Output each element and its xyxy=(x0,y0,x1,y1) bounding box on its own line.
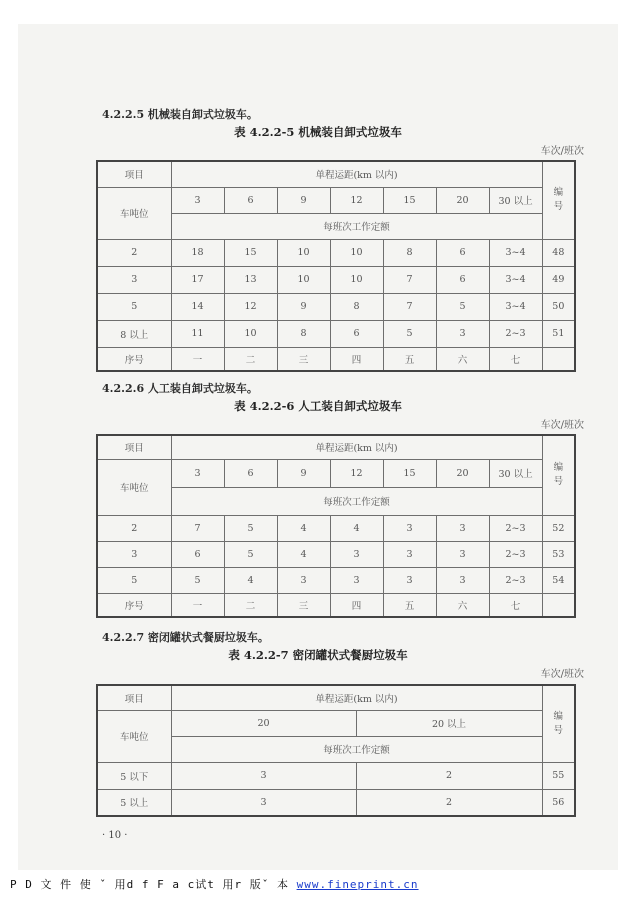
value-cell: 2~3 xyxy=(489,320,542,347)
table-row xyxy=(97,266,575,293)
row-tonnage: 2 xyxy=(97,515,171,541)
distance-cell: 3 xyxy=(171,459,224,487)
value-cell: 5 xyxy=(436,293,489,320)
header-tonnage: 车吨位 xyxy=(97,187,171,239)
seq-cell: 一 xyxy=(171,347,224,371)
table-row xyxy=(97,515,575,541)
header-code: 编号 xyxy=(542,161,575,239)
distance-cell: 15 xyxy=(383,187,436,213)
header-quota: 每班次工作定额 xyxy=(171,487,542,515)
seq-cell: 三 xyxy=(277,347,330,371)
row-code: 54 xyxy=(542,567,575,593)
value-cell: 7 xyxy=(383,293,436,320)
value-cell: 12 xyxy=(224,293,277,320)
value-cell: 18 xyxy=(171,239,224,266)
row-code: 53 xyxy=(542,541,575,567)
value-cell: 10 xyxy=(330,266,383,293)
value-cell: 3 xyxy=(383,541,436,567)
table-unit-note: 车次/班次 xyxy=(540,669,584,680)
row-tonnage: 2 xyxy=(97,239,171,266)
table-row xyxy=(97,789,575,816)
value-cell: 3 xyxy=(383,515,436,541)
value-cell: 17 xyxy=(171,266,224,293)
page-number: · 10 · xyxy=(102,830,128,841)
row-code: 51 xyxy=(542,320,575,347)
row-tonnage: 3 xyxy=(97,541,171,567)
value-cell: 8 xyxy=(277,320,330,347)
row-tonnage: 5 以上 xyxy=(97,789,171,816)
row-code: 52 xyxy=(542,515,575,541)
value-cell: 3~4 xyxy=(489,239,542,266)
seq-cell: 四 xyxy=(330,593,383,617)
table-row xyxy=(97,347,575,371)
row-tonnage: 3 xyxy=(97,266,171,293)
header-distance: 单程运距(km 以内) xyxy=(171,685,542,710)
footer-text: P D 文 件 使 ˇ 用d f F a c试t 用r 版ˇ 本 xyxy=(10,878,289,891)
row-tonnage: 5 xyxy=(97,567,171,593)
seq-cell: 二 xyxy=(224,347,277,371)
value-cell: 5 xyxy=(224,515,277,541)
header-tonnage: 车吨位 xyxy=(97,710,171,762)
table-row xyxy=(97,239,575,266)
value-cell: 15 xyxy=(224,239,277,266)
seq-label: 序号 xyxy=(97,347,171,371)
header-distance: 单程运距(km 以内) xyxy=(171,435,542,459)
value-cell: 10 xyxy=(330,239,383,266)
section-heading-4-2-2-5: 4.2.2.5 机械装自卸式垃圾车。 xyxy=(102,108,258,121)
document-page xyxy=(18,24,618,870)
section-heading-4-2-2-6: 4.2.2.6 人工装自卸式垃圾车。 xyxy=(102,382,258,395)
value-cell: 2 xyxy=(356,789,542,816)
value-cell: 3 xyxy=(383,567,436,593)
value-cell: 6 xyxy=(171,541,224,567)
value-cell: 3 xyxy=(436,567,489,593)
value-cell: 3 xyxy=(330,567,383,593)
value-cell: 2~3 xyxy=(489,515,542,541)
seq-cell: 五 xyxy=(383,593,436,617)
row-code: 48 xyxy=(542,239,575,266)
table-row xyxy=(97,593,575,617)
value-cell: 3~4 xyxy=(489,293,542,320)
distance-cell: 15 xyxy=(383,459,436,487)
pdf-trial-footer xyxy=(10,876,419,892)
distance-cell: 20 xyxy=(171,710,356,736)
seq-cell: 七 xyxy=(489,347,542,371)
value-cell: 6 xyxy=(330,320,383,347)
row-code: 50 xyxy=(542,293,575,320)
value-cell: 4 xyxy=(277,515,330,541)
value-cell: 5 xyxy=(224,541,277,567)
header-item: 项目 xyxy=(97,685,171,710)
value-cell: 3 xyxy=(436,541,489,567)
value-cell: 3 xyxy=(436,515,489,541)
table-4-2-2-5 xyxy=(96,160,576,372)
table-row xyxy=(97,567,575,593)
distance-cell: 9 xyxy=(277,187,330,213)
table-row xyxy=(97,541,575,567)
table-row xyxy=(97,762,575,789)
footer-link[interactable]: www.fineprint.cn xyxy=(296,878,419,891)
value-cell: 3 xyxy=(436,320,489,347)
value-cell: 4 xyxy=(330,515,383,541)
distance-cell: 20 以上 xyxy=(356,710,542,736)
value-cell: 2~3 xyxy=(489,541,542,567)
header-tonnage: 车吨位 xyxy=(97,459,171,515)
distance-cell: 12 xyxy=(330,187,383,213)
seq-label: 序号 xyxy=(97,593,171,617)
value-cell: 7 xyxy=(383,266,436,293)
value-cell: 10 xyxy=(224,320,277,347)
distance-cell: 6 xyxy=(224,187,277,213)
header-code: 编号 xyxy=(542,435,575,515)
header-distance: 单程运距(km 以内) xyxy=(171,161,542,187)
distance-cell: 20 xyxy=(436,187,489,213)
value-cell: 4 xyxy=(277,541,330,567)
header-item: 项目 xyxy=(97,161,171,187)
value-cell: 3 xyxy=(277,567,330,593)
row-tonnage: 8 以上 xyxy=(97,320,171,347)
seq-cell: 二 xyxy=(224,593,277,617)
distance-cell: 9 xyxy=(277,459,330,487)
value-cell: 6 xyxy=(436,266,489,293)
value-cell: 3 xyxy=(330,541,383,567)
seq-cell: 五 xyxy=(383,347,436,371)
value-cell: 3 xyxy=(171,789,356,816)
value-cell: 3 xyxy=(171,762,356,789)
value-cell: 5 xyxy=(171,567,224,593)
seq-empty xyxy=(542,347,575,371)
value-cell: 11 xyxy=(171,320,224,347)
table-row xyxy=(97,293,575,320)
seq-cell: 三 xyxy=(277,593,330,617)
section-heading-4-2-2-7: 4.2.2.7 密闭罐状式餐厨垃圾车。 xyxy=(102,631,269,644)
distance-cell: 30 以上 xyxy=(489,459,542,487)
row-code: 55 xyxy=(542,762,575,789)
value-cell: 2 xyxy=(356,762,542,789)
value-cell: 4 xyxy=(224,567,277,593)
value-cell: 6 xyxy=(436,239,489,266)
value-cell: 5 xyxy=(383,320,436,347)
seq-cell: 七 xyxy=(489,593,542,617)
table-unit-note: 车次/班次 xyxy=(540,420,584,431)
seq-cell: 一 xyxy=(171,593,224,617)
distance-cell: 20 xyxy=(436,459,489,487)
seq-cell: 六 xyxy=(436,593,489,617)
value-cell: 2~3 xyxy=(489,567,542,593)
distance-cell: 30 以上 xyxy=(489,187,542,213)
table-row xyxy=(97,320,575,347)
row-tonnage: 5 以下 xyxy=(97,762,171,789)
header-quota: 每班次工作定额 xyxy=(171,736,542,762)
header-quota: 每班次工作定额 xyxy=(171,213,542,239)
row-code: 56 xyxy=(542,789,575,816)
table-caption-4-2-2-6: 表 4.2.2-6 人工装自卸式垃圾车 xyxy=(234,399,402,413)
value-cell: 8 xyxy=(383,239,436,266)
header-item: 项目 xyxy=(97,435,171,459)
table-caption-4-2-2-5: 表 4.2.2-5 机械装自卸式垃圾车 xyxy=(234,125,402,139)
value-cell: 13 xyxy=(224,266,277,293)
table-4-2-2-6 xyxy=(96,434,576,618)
value-cell: 10 xyxy=(277,266,330,293)
distance-cell: 6 xyxy=(224,459,277,487)
row-code: 49 xyxy=(542,266,575,293)
distance-cell: 12 xyxy=(330,459,383,487)
table-unit-note: 车次/班次 xyxy=(540,146,584,157)
table-caption-4-2-2-7: 表 4.2.2-7 密闭罐状式餐厨垃圾车 xyxy=(228,648,408,662)
header-code: 编号 xyxy=(542,685,575,762)
seq-cell: 四 xyxy=(330,347,383,371)
table-4-2-2-7 xyxy=(96,684,576,817)
value-cell: 8 xyxy=(330,293,383,320)
seq-empty xyxy=(542,593,575,617)
seq-cell: 六 xyxy=(436,347,489,371)
value-cell: 9 xyxy=(277,293,330,320)
value-cell: 14 xyxy=(171,293,224,320)
distance-cell: 3 xyxy=(171,187,224,213)
value-cell: 7 xyxy=(171,515,224,541)
value-cell: 10 xyxy=(277,239,330,266)
value-cell: 3~4 xyxy=(489,266,542,293)
row-tonnage: 5 xyxy=(97,293,171,320)
